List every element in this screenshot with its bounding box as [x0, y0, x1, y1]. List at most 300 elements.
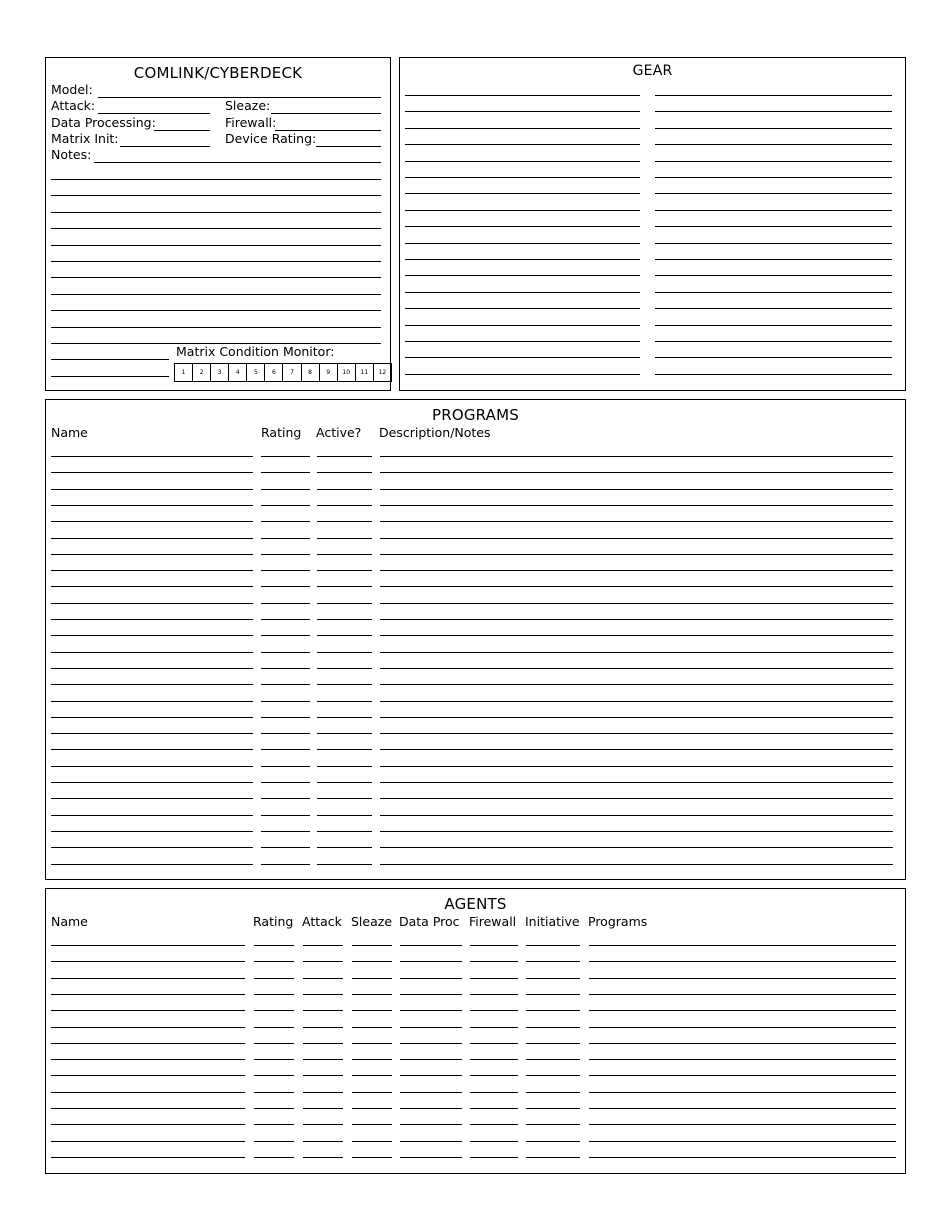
program-row-line[interactable]: [261, 847, 310, 848]
gear-line[interactable]: [405, 308, 640, 309]
program-row-line[interactable]: [380, 538, 893, 539]
program-row-line[interactable]: [261, 684, 310, 685]
gear-line[interactable]: [405, 357, 640, 358]
program-row-line[interactable]: [317, 749, 372, 750]
agent-row-line[interactable]: [254, 1141, 294, 1142]
program-row-line[interactable]: [261, 782, 310, 783]
program-row-line[interactable]: [317, 652, 372, 653]
notes-line[interactable]: [51, 277, 381, 278]
attack-field[interactable]: [98, 113, 210, 114]
agent-row-line[interactable]: [51, 1075, 245, 1076]
agent-row-line[interactable]: [470, 1092, 518, 1093]
gear-line[interactable]: [655, 210, 892, 211]
agents-panel: [45, 888, 906, 1174]
program-row-line[interactable]: [380, 766, 893, 767]
program-row-line[interactable]: [317, 586, 372, 587]
gear-line[interactable]: [655, 357, 892, 358]
program-row-line[interactable]: [261, 749, 310, 750]
agent-row-line[interactable]: [303, 961, 343, 962]
gear-line[interactable]: [405, 144, 640, 145]
program-row-line[interactable]: [380, 717, 893, 718]
agent-row-line[interactable]: [400, 961, 462, 962]
condition-box[interactable]: 3: [211, 364, 229, 381]
program-row-line[interactable]: [317, 521, 372, 522]
agent-row-line[interactable]: [254, 1010, 294, 1011]
gear-panel: [399, 57, 906, 391]
gear-line[interactable]: [655, 161, 892, 162]
program-row-line[interactable]: [380, 635, 893, 636]
program-row-line[interactable]: [261, 570, 310, 571]
agent-row-line[interactable]: [589, 978, 896, 979]
agent-row-line[interactable]: [303, 994, 343, 995]
notes-line[interactable]: [51, 327, 381, 328]
agent-row-line[interactable]: [400, 1124, 462, 1125]
agent-row-line[interactable]: [254, 1043, 294, 1044]
program-row-line[interactable]: [261, 864, 310, 865]
program-row-line[interactable]: [317, 538, 372, 539]
program-row-line[interactable]: [51, 749, 253, 750]
program-row-line[interactable]: [51, 766, 253, 767]
agents-col-rating: Rating: [253, 914, 294, 929]
agent-row-line[interactable]: [51, 1059, 245, 1060]
agents-col-data-proc: Data Proc: [399, 914, 460, 929]
gear-line[interactable]: [405, 226, 640, 227]
program-row-line[interactable]: [317, 847, 372, 848]
program-row-line[interactable]: [380, 472, 893, 473]
program-row-line[interactable]: [317, 815, 372, 816]
notes-line[interactable]: [51, 228, 381, 229]
agents-col-name: Name: [51, 914, 88, 929]
agent-row-line[interactable]: [589, 1010, 896, 1011]
program-row-line[interactable]: [261, 586, 310, 587]
program-row-line[interactable]: [380, 733, 893, 734]
agents-col-firewall: Firewall: [469, 914, 517, 929]
programs-col-rating: Rating: [261, 425, 302, 440]
program-row-line[interactable]: [51, 847, 253, 848]
agent-row-line[interactable]: [303, 1059, 343, 1060]
agent-row-line[interactable]: [352, 994, 392, 995]
agent-row-line[interactable]: [352, 1124, 392, 1125]
agent-row-line[interactable]: [470, 1124, 518, 1125]
program-row-line[interactable]: [51, 733, 253, 734]
program-row-line[interactable]: [317, 619, 372, 620]
agent-row-line[interactable]: [400, 1059, 462, 1060]
program-row-line[interactable]: [317, 831, 372, 832]
agent-row-line[interactable]: [470, 994, 518, 995]
matrix-condition-monitor: [174, 363, 392, 382]
program-row-line[interactable]: [51, 603, 253, 604]
gear-line[interactable]: [405, 341, 640, 342]
program-row-line[interactable]: [317, 684, 372, 685]
program-row-line[interactable]: [380, 505, 893, 506]
agent-row-line[interactable]: [254, 1092, 294, 1093]
program-row-line[interactable]: [380, 456, 893, 457]
condition-box[interactable]: 2: [193, 364, 211, 381]
program-row-line[interactable]: [51, 635, 253, 636]
agent-row-line[interactable]: [589, 1108, 896, 1109]
agent-row-line[interactable]: [400, 1141, 462, 1142]
program-row-line[interactable]: [51, 701, 253, 702]
gear-line[interactable]: [655, 144, 892, 145]
agent-row-line[interactable]: [254, 945, 294, 946]
firewall-label: Firewall:: [225, 115, 277, 130]
agent-row-line[interactable]: [470, 945, 518, 946]
condition-box[interactable]: 5: [247, 364, 265, 381]
program-row-line[interactable]: [261, 701, 310, 702]
agent-row-line[interactable]: [51, 1027, 245, 1028]
programs-col-name: Name: [51, 425, 88, 440]
gear-line[interactable]: [655, 95, 892, 96]
agent-row-line[interactable]: [51, 1124, 245, 1125]
agent-row-line[interactable]: [303, 1092, 343, 1093]
program-row-line[interactable]: [380, 749, 893, 750]
agent-row-line[interactable]: [303, 1157, 343, 1158]
program-row-line[interactable]: [317, 717, 372, 718]
program-row-line[interactable]: [261, 619, 310, 620]
program-row-line[interactable]: [380, 603, 893, 604]
gear-line[interactable]: [405, 292, 640, 293]
notes-line[interactable]: [51, 294, 381, 295]
gear-line[interactable]: [655, 177, 892, 178]
data-processing-field[interactable]: [154, 130, 210, 131]
agent-row-line[interactable]: [303, 1027, 343, 1028]
program-row-line[interactable]: [51, 554, 253, 555]
program-row-line[interactable]: [317, 489, 372, 490]
agent-row-line[interactable]: [526, 1027, 580, 1028]
agent-row-line[interactable]: [526, 1092, 580, 1093]
program-row-line[interactable]: [51, 586, 253, 587]
agent-row-line[interactable]: [526, 1059, 580, 1060]
agent-row-line[interactable]: [470, 1141, 518, 1142]
agent-row-line[interactable]: [303, 1075, 343, 1076]
agent-row-line[interactable]: [51, 1043, 245, 1044]
data-processing-label: Data Processing:: [51, 115, 156, 130]
agent-row-line[interactable]: [400, 1027, 462, 1028]
notes-field[interactable]: [94, 162, 381, 163]
agent-row-line[interactable]: [400, 1108, 462, 1109]
gear-line[interactable]: [405, 325, 640, 326]
program-row-line[interactable]: [380, 619, 893, 620]
gear-line[interactable]: [655, 193, 892, 194]
program-row-line[interactable]: [261, 521, 310, 522]
extra-line[interactable]: [51, 359, 169, 360]
agent-row-line[interactable]: [254, 1108, 294, 1109]
gear-line[interactable]: [655, 292, 892, 293]
program-row-line[interactable]: [51, 864, 253, 865]
condition-box[interactable]: 8: [302, 364, 320, 381]
agent-row-line[interactable]: [352, 1010, 392, 1011]
gear-line[interactable]: [655, 128, 892, 129]
agent-row-line[interactable]: [51, 994, 245, 995]
agent-row-line[interactable]: [352, 1157, 392, 1158]
agent-row-line[interactable]: [526, 1043, 580, 1044]
agent-row-line[interactable]: [254, 1027, 294, 1028]
agent-row-line[interactable]: [352, 1059, 392, 1060]
agent-row-line[interactable]: [470, 1108, 518, 1109]
program-row-line[interactable]: [380, 570, 893, 571]
program-row-line[interactable]: [261, 505, 310, 506]
agent-row-line[interactable]: [254, 994, 294, 995]
agent-row-line[interactable]: [470, 1010, 518, 1011]
agent-row-line[interactable]: [352, 1092, 392, 1093]
agent-row-line[interactable]: [400, 1043, 462, 1044]
gear-title: GEAR: [632, 63, 673, 79]
agent-row-line[interactable]: [352, 1027, 392, 1028]
agent-row-line[interactable]: [254, 961, 294, 962]
matrix-init-field[interactable]: [120, 146, 210, 147]
program-row-line[interactable]: [380, 684, 893, 685]
program-row-line[interactable]: [317, 456, 372, 457]
condition-box[interactable]: 10: [338, 364, 356, 381]
gear-line[interactable]: [655, 325, 892, 326]
agent-row-line[interactable]: [470, 1043, 518, 1044]
program-row-line[interactable]: [380, 652, 893, 653]
gear-line[interactable]: [655, 341, 892, 342]
notes-line[interactable]: [51, 310, 381, 311]
program-row-line[interactable]: [51, 798, 253, 799]
program-row-line[interactable]: [51, 668, 253, 669]
agent-row-line[interactable]: [303, 1141, 343, 1142]
condition-box[interactable]: 9: [320, 364, 338, 381]
agent-row-line[interactable]: [589, 1043, 896, 1044]
gear-line[interactable]: [405, 128, 640, 129]
program-row-line[interactable]: [51, 815, 253, 816]
program-row-line[interactable]: [51, 538, 253, 539]
agent-row-line[interactable]: [589, 1075, 896, 1076]
agent-row-line[interactable]: [254, 1124, 294, 1125]
agent-row-line[interactable]: [400, 994, 462, 995]
agent-row-line[interactable]: [589, 961, 896, 962]
program-row-line[interactable]: [261, 456, 310, 457]
program-row-line[interactable]: [380, 864, 893, 865]
gear-line[interactable]: [655, 243, 892, 244]
condition-box[interactable]: 1: [175, 364, 193, 381]
program-row-line[interactable]: [51, 472, 253, 473]
agent-row-line[interactable]: [352, 1043, 392, 1044]
program-row-line[interactable]: [380, 847, 893, 848]
gear-line[interactable]: [655, 308, 892, 309]
agent-row-line[interactable]: [400, 1075, 462, 1076]
condition-box[interactable]: 12: [378, 369, 387, 376]
agent-row-line[interactable]: [400, 978, 462, 979]
agent-row-line[interactable]: [526, 945, 580, 946]
program-row-line[interactable]: [261, 489, 310, 490]
agent-row-line[interactable]: [254, 1075, 294, 1076]
program-row-line[interactable]: [380, 554, 893, 555]
program-row-line[interactable]: [380, 668, 893, 669]
agent-row-line[interactable]: [400, 945, 462, 946]
agent-row-line[interactable]: [589, 1092, 896, 1093]
program-row-line[interactable]: [317, 668, 372, 669]
gear-line[interactable]: [405, 161, 640, 162]
gear-line[interactable]: [405, 95, 640, 96]
agent-row-line[interactable]: [470, 1059, 518, 1060]
program-row-line[interactable]: [380, 521, 893, 522]
gear-line[interactable]: [405, 275, 640, 276]
agent-row-line[interactable]: [589, 1027, 896, 1028]
program-row-line[interactable]: [317, 472, 372, 473]
agent-row-line[interactable]: [352, 945, 392, 946]
agent-row-line[interactable]: [470, 961, 518, 962]
gear-line[interactable]: [405, 111, 640, 112]
program-row-line[interactable]: [317, 505, 372, 506]
agent-row-line[interactable]: [303, 1010, 343, 1011]
program-row-line[interactable]: [317, 635, 372, 636]
condition-box[interactable]: 7: [283, 364, 301, 381]
program-row-line[interactable]: [380, 782, 893, 783]
program-row-line[interactable]: [261, 603, 310, 604]
agent-row-line[interactable]: [589, 1157, 896, 1158]
program-row-line[interactable]: [51, 782, 253, 783]
program-row-line[interactable]: [51, 456, 253, 457]
agent-row-line[interactable]: [51, 1010, 245, 1011]
agent-row-line[interactable]: [254, 978, 294, 979]
agent-row-line[interactable]: [526, 1010, 580, 1011]
program-row-line[interactable]: [51, 717, 253, 718]
programs-col-active: Active?: [316, 425, 362, 440]
program-row-line[interactable]: [380, 489, 893, 490]
condition-box[interactable]: 11: [356, 364, 374, 381]
comlink-title: COMLINK/CYBERDECK: [133, 64, 303, 82]
program-row-line[interactable]: [317, 733, 372, 734]
agent-row-line[interactable]: [589, 1059, 896, 1060]
notes-line[interactable]: [51, 245, 381, 246]
program-row-line[interactable]: [261, 652, 310, 653]
extra-line[interactable]: [51, 376, 169, 377]
notes-line[interactable]: [51, 212, 381, 213]
gear-line[interactable]: [405, 243, 640, 244]
gear-line[interactable]: [655, 111, 892, 112]
agent-row-line[interactable]: [254, 1059, 294, 1060]
agent-row-line[interactable]: [352, 1108, 392, 1109]
agent-row-line[interactable]: [254, 1157, 294, 1158]
agent-row-line[interactable]: [526, 1108, 580, 1109]
agent-row-line[interactable]: [589, 1141, 896, 1142]
program-row-line[interactable]: [51, 619, 253, 620]
sleaze-label: Sleaze:: [225, 98, 271, 113]
program-row-line[interactable]: [317, 798, 372, 799]
program-row-line[interactable]: [317, 864, 372, 865]
agent-row-line[interactable]: [303, 978, 343, 979]
agent-row-line[interactable]: [51, 1141, 245, 1142]
program-row-line[interactable]: [261, 815, 310, 816]
program-row-line[interactable]: [261, 766, 310, 767]
agent-row-line[interactable]: [51, 1108, 245, 1109]
program-row-line[interactable]: [261, 831, 310, 832]
program-row-line[interactable]: [380, 701, 893, 702]
agent-row-line[interactable]: [470, 978, 518, 979]
agent-row-line[interactable]: [589, 945, 896, 946]
program-row-line[interactable]: [261, 668, 310, 669]
program-row-line[interactable]: [380, 586, 893, 587]
program-row-line[interactable]: [51, 570, 253, 571]
agent-row-line[interactable]: [526, 1124, 580, 1125]
agent-row-line[interactable]: [589, 994, 896, 995]
agent-row-line[interactable]: [589, 1124, 896, 1125]
agent-row-line[interactable]: [303, 945, 343, 946]
agent-row-line[interactable]: [526, 994, 580, 995]
agent-row-line[interactable]: [303, 1043, 343, 1044]
program-row-line[interactable]: [317, 603, 372, 604]
gear-line[interactable]: [405, 374, 640, 375]
program-row-line[interactable]: [261, 538, 310, 539]
agent-row-line[interactable]: [51, 1092, 245, 1093]
condition-box[interactable]: 6: [265, 364, 283, 381]
program-row-line[interactable]: [51, 831, 253, 832]
programs-panel: [45, 399, 906, 880]
agent-row-line[interactable]: [470, 1027, 518, 1028]
agent-row-line[interactable]: [400, 1157, 462, 1158]
gear-line[interactable]: [655, 275, 892, 276]
gear-line[interactable]: [655, 226, 892, 227]
agent-row-line[interactable]: [51, 961, 245, 962]
program-row-line[interactable]: [51, 652, 253, 653]
program-row-line[interactable]: [380, 815, 893, 816]
agent-row-line[interactable]: [470, 1075, 518, 1076]
notes-line[interactable]: [51, 195, 381, 196]
program-row-line[interactable]: [51, 521, 253, 522]
program-row-line[interactable]: [317, 766, 372, 767]
agent-row-line[interactable]: [526, 1075, 580, 1076]
agent-row-line[interactable]: [526, 978, 580, 979]
agent-row-line[interactable]: [526, 1157, 580, 1158]
program-row-line[interactable]: [261, 472, 310, 473]
agent-row-line[interactable]: [303, 1108, 343, 1109]
gear-line[interactable]: [405, 259, 640, 260]
program-row-line[interactable]: [261, 635, 310, 636]
notes-line[interactable]: [51, 179, 381, 180]
agent-row-line[interactable]: [352, 1075, 392, 1076]
gear-line[interactable]: [655, 259, 892, 260]
agent-row-line[interactable]: [51, 978, 245, 979]
agents-col-sleaze: Sleaze: [351, 914, 393, 929]
agent-row-line[interactable]: [400, 1092, 462, 1093]
program-row-line[interactable]: [261, 717, 310, 718]
program-row-line[interactable]: [317, 570, 372, 571]
matrix-init-label: Matrix Init:: [51, 131, 119, 146]
program-row-line[interactable]: [380, 831, 893, 832]
program-row-line[interactable]: [317, 782, 372, 783]
program-row-line[interactable]: [51, 684, 253, 685]
agent-row-line[interactable]: [352, 1141, 392, 1142]
agent-row-line[interactable]: [51, 945, 245, 946]
program-row-line[interactable]: [51, 489, 253, 490]
program-row-line[interactable]: [51, 505, 253, 506]
agent-row-line[interactable]: [303, 1124, 343, 1125]
gear-line[interactable]: [405, 193, 640, 194]
program-row-line[interactable]: [261, 798, 310, 799]
condition-box[interactable]: 4: [229, 364, 247, 381]
program-row-line[interactable]: [317, 701, 372, 702]
sleaze-field[interactable]: [271, 113, 381, 114]
notes-line[interactable]: [51, 261, 381, 262]
agent-row-line[interactable]: [526, 961, 580, 962]
program-row-line[interactable]: [261, 733, 310, 734]
device-rating-field[interactable]: [316, 146, 381, 147]
agent-row-line[interactable]: [352, 961, 392, 962]
program-row-line[interactable]: [261, 554, 310, 555]
agent-row-line[interactable]: [400, 1010, 462, 1011]
program-row-line[interactable]: [317, 554, 372, 555]
agent-row-line[interactable]: [526, 1141, 580, 1142]
agent-row-line[interactable]: [352, 978, 392, 979]
agent-row-line[interactable]: [470, 1157, 518, 1158]
gear-line[interactable]: [655, 374, 892, 375]
agent-row-line[interactable]: [51, 1157, 245, 1158]
gear-line[interactable]: [405, 177, 640, 178]
gear-line[interactable]: [405, 210, 640, 211]
program-row-line[interactable]: [380, 798, 893, 799]
